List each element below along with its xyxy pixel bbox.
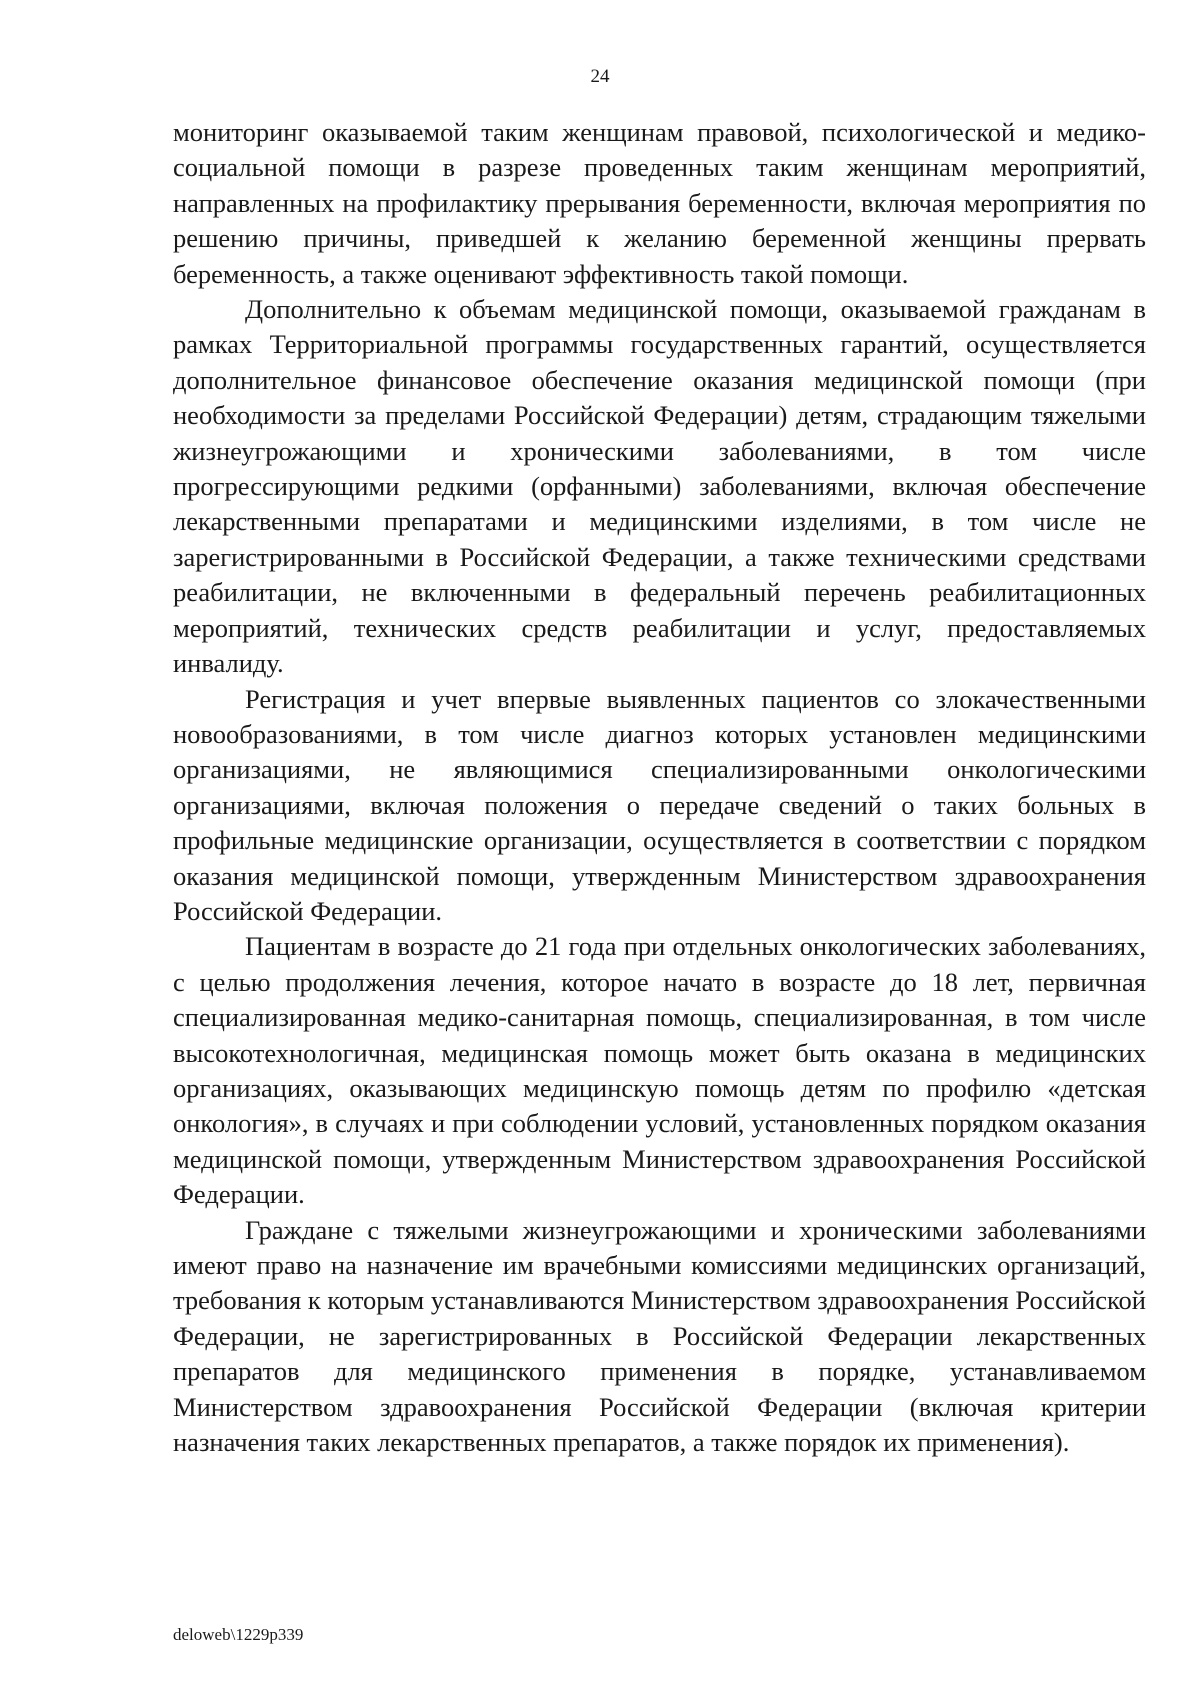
paragraph-patients-under-21: Пациентам в возрасте до 21 года при отдельных онкологических заболеваниях, с целью продолжения лечения, которое начато в возрасте до 18 лет, первичная специализированная медико-санитарная помощь, специализированная, в том числе высокотехнологичная, медицинская помощь может быть оказана в медицинских организациях, оказывающих медицинскую помощь детям по профилю «детская онкология», в случаях и при соблюдении условий, установленных порядком оказания медицинской помощи, утвержденным Министерством здравоохранения Российской Федерации.	[173, 931, 1146, 1210]
paragraph-additional-funding: Дополнительно к объемам медицинской помощи, оказываемой гражданам в рамках Территориальной программы государственных гарантий, осуществляется дополнительное финансовое обеспечение оказания медицинской помощи (при необходимости за пределами Российской Федерации) детям, страдающим тяжелыми жизнеугрожающими и хроническими заболеваниями, в том числе прогрессирующими редкими (орфанными) заболеваниями, включая обеспечение лекарственными препаратами и медицинскими изделиями, в том числе не зарегистрированными в Российской Федерации, а также техническими средствами реабилитации, не включенными в федеральный перечень реабилитационных мероприятий, технических средств реабилитации и услуг, предоставляемых инвалиду.	[173, 294, 1146, 679]
paragraph-continuation: мониторинг оказываемой таким женщинам правовой, психологической и медико-социальной помощи в разрезе проведенных таким женщинам мероприятий, направленных на профилактику прерывания беременности, включая мероприятия по решению причины, приведшей к желанию беременной женщины прервать беременность, а также оценивают эффективность такой помощи.	[173, 117, 1146, 289]
footer-document-code: deloweb\1229p339	[173, 1625, 304, 1644]
document-body	[173, 115, 1146, 1460]
paragraph-oncology-registration: Регистрация и учет впервые выявленных пациентов со злокачественными новообразованиями, в том числе диагноз которых установлен медицинскими организациями, не являющимися специализированными онкологическими организациями, включая положения о передаче сведений о таких больных в профильные медицинские организации, осуществляется в соответствии с порядком оказания медицинской помощи, утвержденным Министерством здравоохранения Российской Федерации.	[173, 683, 1146, 926]
page-number: 24	[590, 66, 610, 87]
paragraph-unregistered-drugs: Граждане с тяжелыми жизнеугрожающими и хроническими заболеваниями имеют право на назначение им врачебными комиссиями медицинских организаций, требования к которым устанавливаются Министерством здравоохранения Российской Федерации, не зарегистрированных в Российской Федерации лекарственных препаратов для медицинского применения в порядке, устанавливаемом Министерством здравоохранения Российской Федерации (включая критерии назначения таких лекарственных препаратов, а также порядок их применения).	[173, 1214, 1146, 1458]
